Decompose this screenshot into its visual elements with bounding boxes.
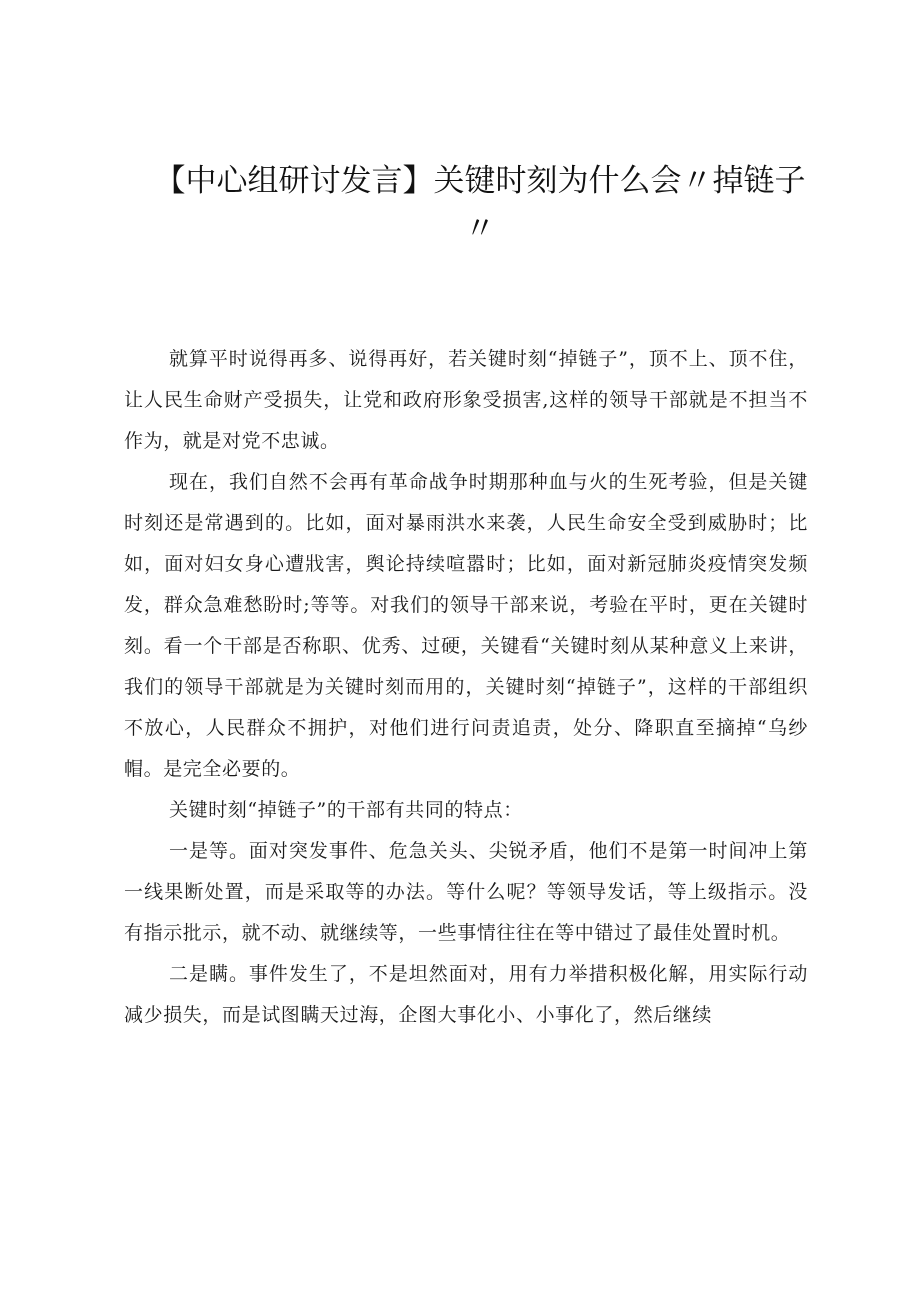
paragraph: 就算平时说得再多、说得再好，若关键时刻“掉链子”，顶不上、顶不住，让人民生命财产受损失，让党和政府形象受损害,这样的领导干部就是不担当不作为，就是对党不忠诚。	[124, 348, 808, 452]
document-title: 【中心组研讨发言】关键时刻为什么会〃掉链子〃	[154, 163, 806, 247]
document-body	[124, 339, 808, 1036]
paragraph: 一是等。面对突发事件、危急关头、尖锐矛盾，他们不是第一时间冲上第一线果断处置，而是采取等的办法。等什么呢？等领导发话，等上级指示。没有指示批示，就不动、就继续等，一些事情往往在等中错过了最佳处置时机。	[124, 840, 808, 944]
paragraph: 二是瞒。事件发生了，不是坦然面对，用有力举措积极化解，用实际行动减少损失，而是试图瞒天过海，企图大事化小、小事化了，然后继续	[124, 963, 808, 1026]
paragraph: 关键时刻“掉链子”的干部有共同的特点：	[169, 799, 523, 821]
paragraph: 现在，我们自然不会再有革命战争时期那种血与火的生死考验，但是关键时刻还是常遇到的。比如，面对暴雨洪水来袭，人民生命安全受到威胁时；比如，面对妇女身心遭戕害，舆论持续喧嚣时；比如，面对新冠肺炎疫情突发频发，群众急难愁盼时;等等。对我们的领导干部来说，考验在平时，更在关键时刻。看一个干部是否称职、优秀、过硬，关键看“关键时刻从某种意义上来讲，我们的领导干部就是为关键时刻而用的，关键时刻“掉链子”，这样的干部组织不放心，人民群众不拥护，对他们进行问责追责，处分、降职直至摘掉“乌纱帽。是完全必要的。	[124, 471, 808, 780]
